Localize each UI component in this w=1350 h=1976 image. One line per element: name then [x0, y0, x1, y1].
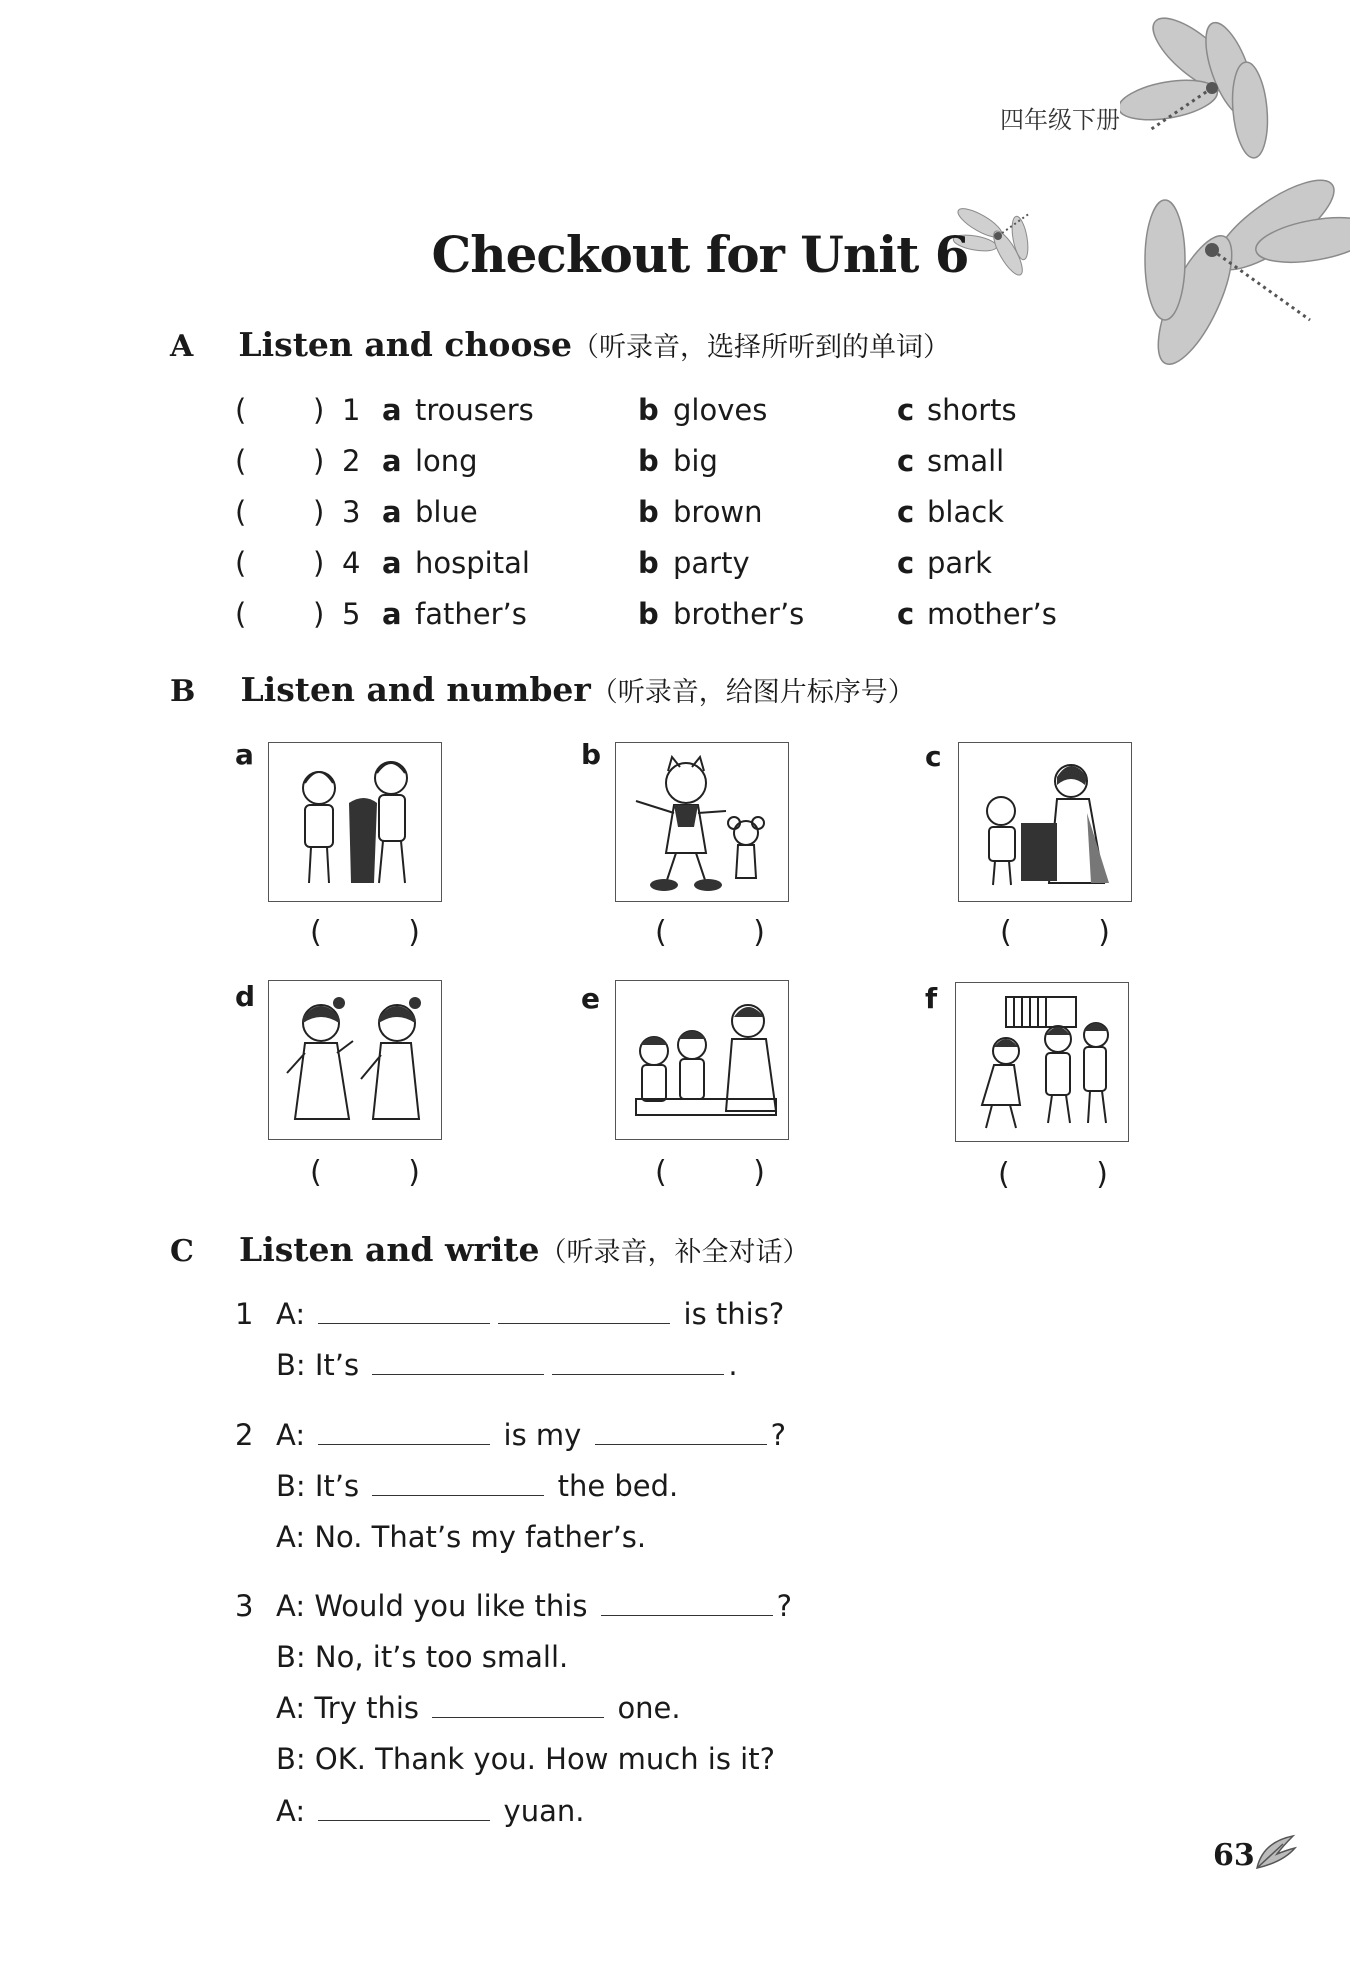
option-b: party: [673, 546, 750, 580]
answer-paren-close: ): [313, 597, 325, 631]
dialogue-3-line-1: [276, 1589, 792, 1623]
dialogue-text: B: It’s: [276, 1469, 360, 1503]
item-number: 5: [342, 597, 361, 631]
option-a: trousers: [415, 393, 534, 427]
section-a-letter: A: [170, 329, 194, 364]
paren-open: (: [310, 915, 322, 950]
two-girls-talking-illustration: [269, 981, 441, 1139]
paren-open: (: [1000, 915, 1012, 950]
dialogue-3-line-5: [276, 1794, 584, 1828]
picture-a: [268, 742, 442, 902]
answer-paren-e: [655, 1155, 765, 1190]
option-a: father’s: [415, 597, 527, 631]
paren-close: ): [408, 1155, 420, 1190]
option-b: brother’s: [673, 597, 805, 631]
option-c: mother’s: [927, 597, 1057, 631]
option-label-c: c: [897, 597, 915, 631]
leaf-icon: [1253, 1832, 1299, 1872]
item-number: 4: [342, 546, 361, 580]
dialogue-number-3: 3: [235, 1589, 254, 1623]
section-a-title: Listen and choose: [238, 325, 573, 364]
dialogue-number-2: 2: [235, 1418, 254, 1452]
answer-blank[interactable]: [601, 1589, 773, 1616]
dialogue-text: one.: [617, 1691, 681, 1725]
section-c-heading: [170, 1230, 810, 1269]
dialogue-text: ?: [770, 1418, 786, 1452]
dialogue-number-1: 1: [235, 1297, 254, 1331]
option-label-c: c: [897, 393, 915, 427]
picture-label-d: d: [235, 980, 256, 1013]
picture-f: [955, 982, 1129, 1142]
option-label-b: b: [638, 546, 659, 580]
dialogue-text: A: Would you like this: [276, 1589, 588, 1623]
dialogue-2-line-3: A: No. That’s my father’s.: [276, 1520, 647, 1554]
answer-blank[interactable]: [318, 1794, 490, 1821]
dialogue-text: .: [728, 1348, 738, 1382]
paren-close: ): [408, 915, 420, 950]
page-title: Checkout for Unit 6: [431, 225, 969, 284]
answer-blank[interactable]: [372, 1469, 544, 1496]
answer-paren-open: (: [235, 393, 247, 427]
option-c: small: [927, 444, 1005, 478]
cat-and-mouse-illustration: [616, 743, 788, 901]
option-label-c: c: [897, 546, 915, 580]
picture-label-e: e: [581, 982, 600, 1015]
option-label-b: b: [638, 444, 659, 478]
option-a: hospital: [415, 546, 530, 580]
option-label-c: c: [897, 444, 915, 478]
dialogue-3-line-2: B: No, it’s too small.: [276, 1640, 569, 1674]
girls-with-coat-illustration: [269, 743, 441, 901]
option-label-b: b: [638, 393, 659, 427]
section-b-heading: [170, 670, 915, 709]
answer-paren-close: ): [313, 495, 325, 529]
answer-blank[interactable]: [498, 1297, 670, 1324]
section-c-letter: C: [170, 1234, 194, 1269]
option-c: shorts: [927, 393, 1017, 427]
page-number: 63: [1213, 1838, 1255, 1873]
dialogue-2-line-1: [276, 1418, 786, 1452]
option-label-c: c: [897, 495, 915, 529]
answer-paren-open: (: [235, 546, 247, 580]
paren-close: ): [753, 915, 765, 950]
section-c-title: Listen and write: [238, 1230, 540, 1269]
option-label-a: a: [382, 444, 402, 478]
section-b-letter: B: [170, 674, 196, 709]
option-a: long: [415, 444, 478, 478]
paren-open: (: [998, 1157, 1010, 1192]
paren-open: (: [655, 1155, 667, 1190]
dialogue-1-line-1: [276, 1297, 784, 1331]
option-b: brown: [673, 495, 763, 529]
section-b-instruction: （听录音，给图片标序号）: [590, 677, 915, 708]
option-label-a: a: [382, 393, 402, 427]
picture-label-f: f: [925, 982, 938, 1015]
paren-open: (: [310, 1155, 322, 1190]
section-a-instruction: （听录音，选择所听到的单词）: [572, 332, 951, 363]
answer-paren-a: [310, 915, 420, 950]
mother-and-son-with-jacket-illustration: [959, 743, 1131, 901]
answer-blank[interactable]: [372, 1348, 544, 1375]
children-near-bookshelf-illustration: [956, 983, 1128, 1141]
answer-paren-close: ): [313, 393, 325, 427]
option-label-a: a: [382, 546, 402, 580]
picture-e: [615, 980, 789, 1140]
option-label-a: a: [382, 597, 402, 631]
picture-label-a: a: [235, 738, 254, 771]
option-c: black: [927, 495, 1004, 529]
answer-blank[interactable]: [552, 1348, 724, 1375]
paren-open: (: [655, 915, 667, 950]
answer-paren-c: [1000, 915, 1110, 950]
option-label-b: b: [638, 597, 659, 631]
dialogue-1-line-2: [276, 1348, 738, 1382]
answer-blank[interactable]: [318, 1418, 490, 1445]
answer-paren-f: [998, 1157, 1108, 1192]
answer-paren-close: ): [313, 444, 325, 478]
dialogue-text: is my: [503, 1418, 582, 1452]
picture-label-c: c: [925, 740, 942, 773]
section-a-heading: [170, 325, 950, 364]
option-b: big: [673, 444, 718, 478]
answer-paren-d: [310, 1155, 420, 1190]
picture-d: [268, 980, 442, 1140]
dialogue-text: A: Try this: [276, 1691, 419, 1725]
item-number: 2: [342, 444, 361, 478]
option-c: park: [927, 546, 992, 580]
section-c-instruction: （听录音，补全对话）: [539, 1237, 810, 1268]
dialogue-text: the bed.: [557, 1469, 679, 1503]
option-label-b: b: [638, 495, 659, 529]
paren-close: ): [1096, 1157, 1108, 1192]
answer-paren-open: (: [235, 597, 247, 631]
answer-paren-close: ): [313, 546, 325, 580]
dialogue-2-line-2: [276, 1469, 678, 1503]
picture-c: [958, 742, 1132, 902]
dialogue-text: is this?: [683, 1297, 785, 1331]
answer-blank[interactable]: [595, 1418, 767, 1445]
answer-paren-open: (: [235, 444, 247, 478]
dialogue-text: ?: [776, 1589, 793, 1623]
dragonfly-decoration-top: [1120, 10, 1350, 370]
picture-b: [615, 742, 789, 902]
paren-close: ): [753, 1155, 765, 1190]
answer-paren-b: [655, 915, 765, 950]
speaker-a: A:: [276, 1418, 306, 1452]
answer-blank[interactable]: [318, 1297, 490, 1324]
option-label-a: a: [382, 495, 402, 529]
dialogue-3-line-4: B: OK. Thank you. How much is it?: [276, 1742, 776, 1776]
children-with-teacher-illustration: [616, 981, 788, 1139]
item-number: 1: [342, 393, 361, 427]
dialogue-text: B: It’s: [276, 1348, 360, 1382]
dialogue-3-line-3: [276, 1691, 681, 1725]
dialogue-text: yuan.: [503, 1794, 585, 1828]
option-b: gloves: [673, 393, 768, 427]
answer-blank[interactable]: [432, 1691, 604, 1718]
section-b-title: Listen and number: [240, 670, 591, 709]
option-a: blue: [415, 495, 478, 529]
speaker-a: A:: [276, 1794, 306, 1828]
answer-paren-open: (: [235, 495, 247, 529]
paren-close: ): [1098, 915, 1110, 950]
picture-label-b: b: [581, 738, 602, 771]
grade-label: 四年级下册: [1000, 106, 1120, 134]
speaker-a: A:: [276, 1297, 306, 1331]
item-number: 3: [342, 495, 361, 529]
